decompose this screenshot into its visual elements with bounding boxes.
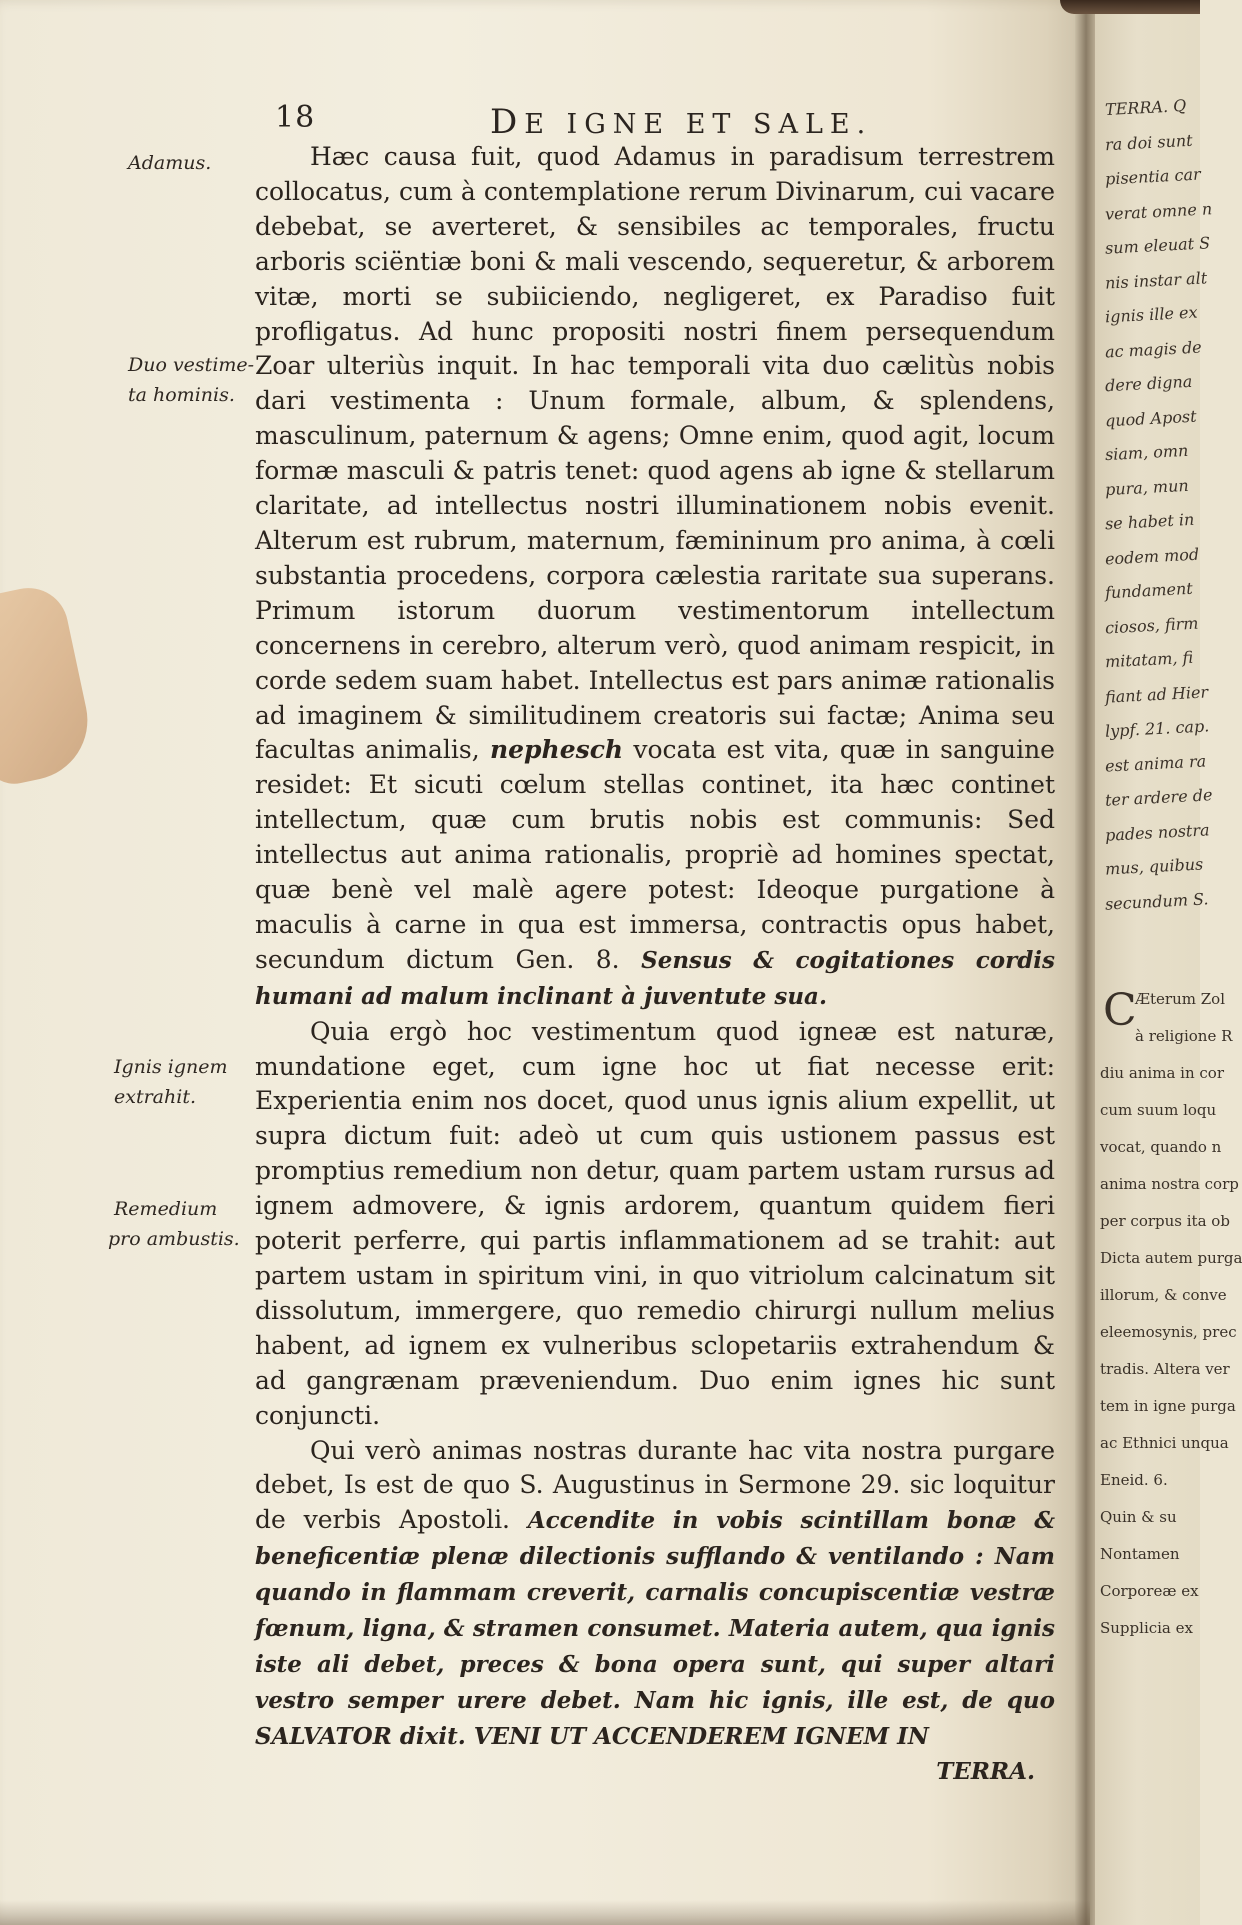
facing-page-line: per corpus ita ob [1100, 1212, 1230, 1230]
facing-page-initial: C [1103, 985, 1137, 1036]
facing-page-line: sum eleuat S [1104, 233, 1211, 258]
book-gutter [1075, 0, 1095, 1925]
facing-page-line: pades nostra [1104, 819, 1210, 845]
facing-page-line: fundament [1104, 578, 1194, 603]
main-text [255, 140, 1055, 1790]
facing-page-line: illorum, & conve [1100, 1286, 1227, 1304]
facing-page-line: verat omne n [1104, 198, 1213, 224]
facing-page-line: tradis. Altera ver [1100, 1360, 1230, 1378]
facing-page-line: quod Apost [1104, 406, 1198, 430]
facing-page-line: Dicta autem purga [1100, 1249, 1242, 1267]
margin-note-ignis-1: Ignis ignem [114, 1056, 228, 1078]
paragraph-1 [255, 140, 1055, 1015]
page-bottom-shadow [0, 1900, 1090, 1925]
facing-page-line: Eneid. 6. [1100, 1471, 1168, 1489]
genesis-quote: Sensus & cogitationes cordis humani ad malum inclinant à juventute sua. [255, 946, 1055, 1010]
book-page-right-fragment [1095, 0, 1242, 1925]
facing-page-line: TERRA. Q [1104, 95, 1187, 120]
facing-page-line: ac Ethnici unqua [1100, 1434, 1229, 1452]
facing-page-line: à religione R [1135, 1027, 1233, 1045]
page-title-initial: D [490, 102, 525, 142]
hebrew-term: nephesch [489, 735, 624, 765]
facing-page-line: se habet in [1104, 509, 1195, 534]
augustinus-quote: Accendite in vobis scintillam bonæ & beneficentiæ plenæ dilectionis sufflando & ventilando : Nam quando in flammam creverit, carnalis concupiscentiæ vestræ fœnum, ligna, & stramen consumet. Materia autem, qua ignis iste ali debet, preces & bona opera sunt, qui super altari vestro semper urere debet. Nam hic ignis, ille est, de quo SALVATOR dixit. VENI UT ACCENDEREM IGNEM IN [255, 1507, 1055, 1750]
paragraph-3-text: Qui verò animas nostras durante hac vita nostra purgare debet, Is est de quo S. Augustinus in Sermone 29. sic loquitur de verbis Apostoli. [255, 1435, 1055, 1535]
margin-note-remedium-1: Remedium [114, 1198, 218, 1220]
facing-page-line: siam, omn [1104, 440, 1189, 465]
facing-page-line: Quin & su [1100, 1508, 1177, 1526]
margin-note-duo-vestimenta-2: ta hominis. [128, 384, 235, 406]
page-number: 18 [275, 100, 316, 135]
facing-page-line: ter ardere de [1104, 785, 1213, 810]
facing-page-line: fiant ad Hier [1104, 681, 1209, 707]
facing-page-line: anima nostra corp [1100, 1175, 1239, 1193]
running-head [275, 100, 1075, 140]
facing-page-line: secundum S. [1104, 888, 1209, 914]
paragraph-2: Quia ergò hoc vestimentum quod igneæ est naturæ, mundatione eget, cum igne hoc ut fiat necesse erit: Experientia enim nos docet, quod unus ignis alium expellit, ut supra dictum fuit: adeò ut cum quis ustionem passus est promptius remedium non detur, quam partem ustam rursus ad ignem admovere, & ignis ardorem, quantum quidem fieri poterit perferre, qui partis inflammationem ad se trahit: aut partem ustam in spiritum vini, in quo vitriolum calcinatum sit dissolutum, immergere, quo remedio chirurgi nullum melius habent, ad ignem ex vulneribus sclopetariis extrahendum & ad gangrænam præveniendum. Duo enim ignes hic sunt conjuncti. [255, 1016, 1055, 1430]
facing-page-line: tem in igne purga [1100, 1397, 1236, 1415]
facing-page-line: Corporeæ ex [1100, 1582, 1199, 1600]
margin-note-ignis-2: extrahit. [114, 1086, 196, 1108]
margin-note-remedium-2: pro ambustis. [108, 1228, 240, 1250]
facing-page-line: Æterum Zol [1135, 990, 1225, 1008]
paragraph-1-text: Hæc causa fuit, quod Adamus in paradisum terrestrem collocatus, cum à contemplatione rerum Divinarum, cui vacare debebat, se averteret, & sensibiles ac temporales, fructu arboris sciëntiæ boni & mali vescendo, sequeretur, & arborem vitæ, morti se subiiciendo, negligeret, ex Paradiso fuit profligatus. Ad hunc propositi nostri finem persequendum Zoar ulteriùs inquit. In hac temporali vita duo cælitùs nobis dari vestimenta : Unum formale, album, & splendens, masculinum, paternum & agens; Omne enim, quod agit, locum formæ masculi & patris tenet: quod agens ab igne & stellarum claritate, ad intellectus nostri illuminationem nobis evenit. Alterum est rubrum, maternum, fæmininum pro anima, à cœli substantia procedens, corpora cælestia raritate sua superans. Primum istorum duorum vestimentorum intellectum concernens in cerebro, alterum verò, quod animam respicit, in corde sedem suam habet. Intellectus est pars animæ rationalis ad imaginem & similitudinem creatoris sui factæ; Anima seu facultas animalis, [255, 142, 1055, 765]
facing-page-line: Supplicia ex [1100, 1619, 1193, 1637]
facing-page-line: eleemosynis, prec [1100, 1323, 1237, 1341]
facing-page-line: est anima ra [1104, 750, 1207, 776]
facing-page-line: eodem mod [1104, 544, 1200, 568]
margin-note-adamus: Adamus. [128, 152, 212, 174]
facing-page-line: diu anima in cor [1100, 1064, 1224, 1082]
paragraph-1-continued: vocata est vita, quæ in sanguine residet: Et sicuti cœlum stellas continet, ita hæc continet intellectum, quæ cum brutis nobis est communis: Sed intellectus aut anima rationalis, propriè ad homines spectat, quæ benè vel malè agere potest: Ideoque purgatione à maculis à carne in qua est immersa, contractis opus habet, secundum dictum Gen. 8. [255, 735, 1055, 974]
facing-page-line: mitatam, fi [1104, 647, 1194, 672]
facing-page-line: ignis ille ex [1104, 302, 1198, 327]
page-title [490, 102, 872, 142]
facing-page-line: dere digna [1104, 371, 1193, 396]
book-cover-edge [1060, 0, 1200, 14]
facing-page-line: ra doi sunt [1104, 130, 1194, 154]
facing-page-line: ciosos, firm [1104, 613, 1199, 637]
facing-page-line: mus, quibus [1104, 854, 1204, 879]
facing-page-line: ac magis de [1104, 336, 1203, 362]
facing-page-line: lypf. 21. cap. [1104, 716, 1210, 741]
paragraph-3 [255, 1434, 1055, 1790]
facing-page-line: cum suum loqu [1100, 1101, 1217, 1119]
quote-last-word: TERRA. [936, 1757, 1035, 1785]
facing-page-line: Nontamen [1100, 1545, 1180, 1563]
facing-page-line: pisentia car [1104, 164, 1202, 189]
facing-page-line: pura, mun [1104, 475, 1190, 499]
margin-note-duo-vestimenta-1: Duo vestime- [128, 354, 255, 376]
facing-page-line: nis instar alt [1104, 267, 1208, 293]
page-title-rest: E IGNE ET SALE. [524, 109, 873, 140]
facing-page-line: vocat, quando n [1100, 1138, 1222, 1156]
